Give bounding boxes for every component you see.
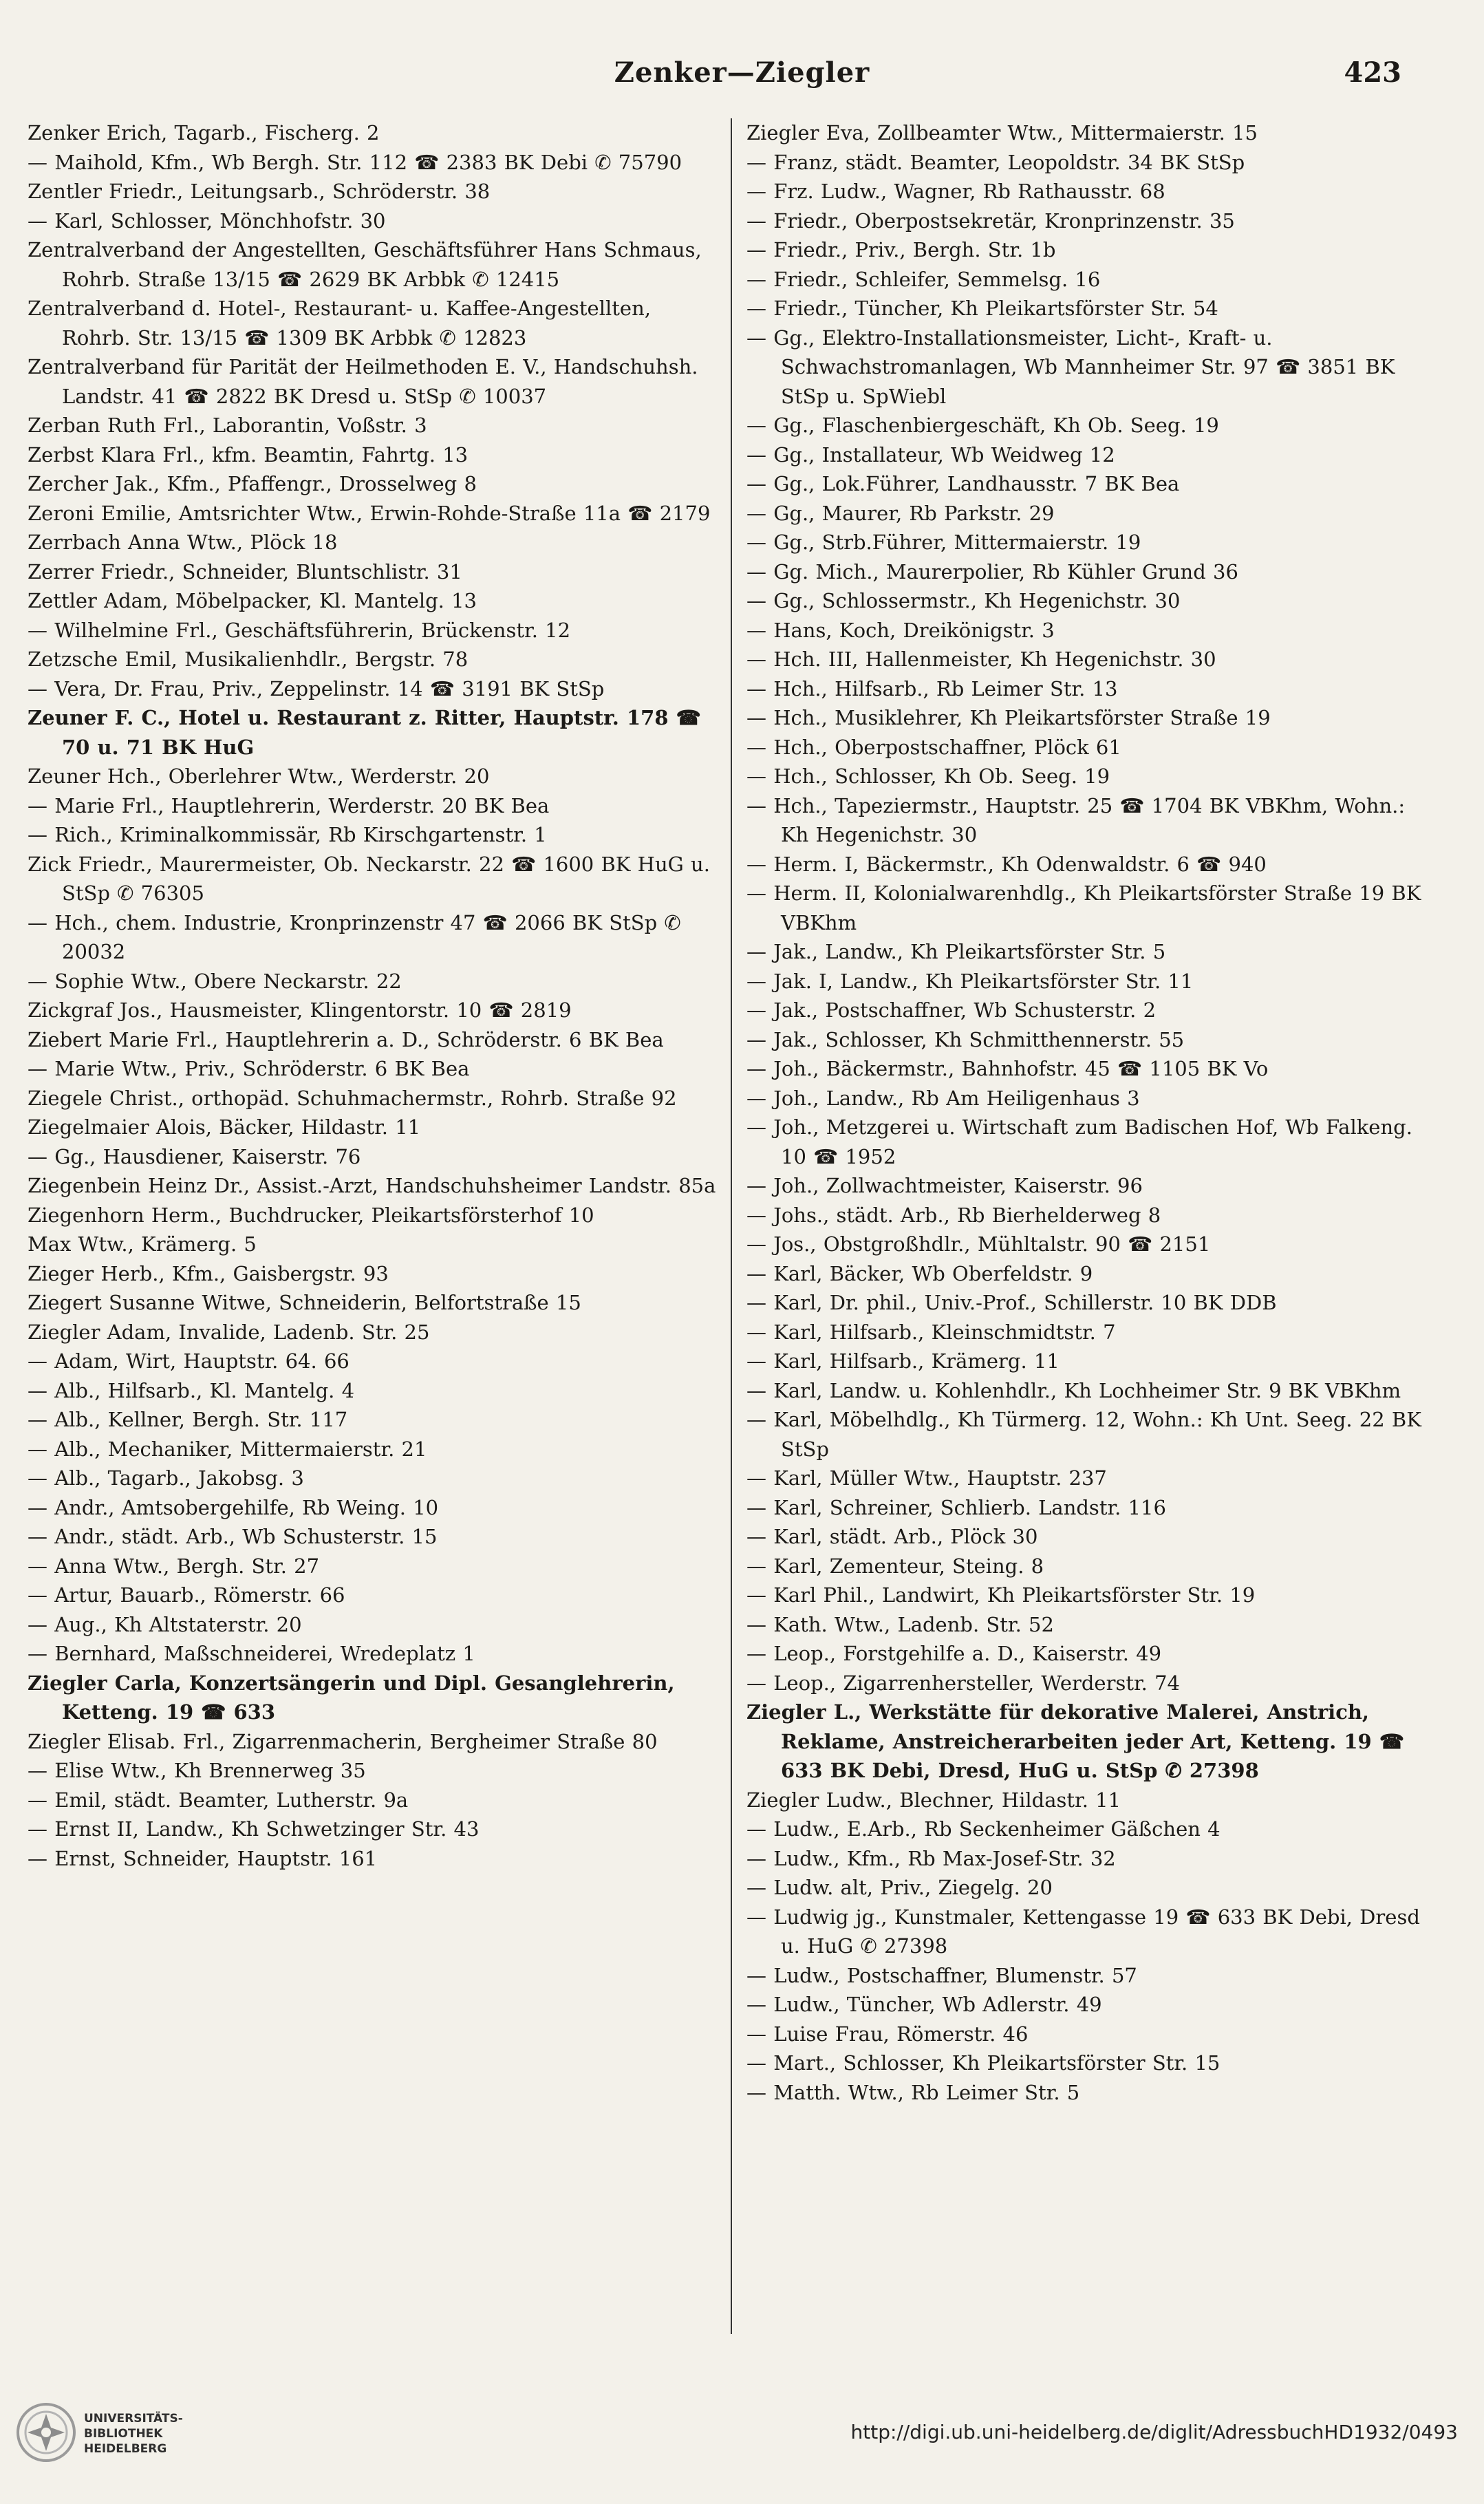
source-url-link[interactable]: http://digi.ub.uni-heidelberg.de/diglit/AdressbuchHD1932/0493 — [850, 2421, 1458, 2443]
directory-entry: Zenker Erich, Tagarb., Fischerg. 2 — [28, 121, 380, 145]
directory-entry: — Herm. II, Kolonialwarenhdlg., Kh Pleikartsförster Straße 19 BK VBKhm — [746, 881, 1421, 934]
directory-entry: — Karl, Möbelhdlg., Kh Türmerg. 12, Wohn.: Kh Unt. Seeg. 22 BK StSp — [746, 1408, 1421, 1461]
library-logo-icon — [15, 2401, 77, 2463]
directory-entry: — Sophie Wtw., Obere Neckarstr. 22 — [28, 969, 402, 993]
directory-entry: — Joh., Zollwachtmeister, Kaiserstr. 96 — [746, 1174, 1143, 1197]
directory-entry: Zeuner F. C., Hotel u. Restaurant z. Ritter, Hauptstr. 178 ☎ 70 u. 71 BK HuG — [28, 706, 701, 759]
directory-entry: — Ernst, Schneider, Hauptstr. 161 — [28, 1846, 378, 1870]
directory-entry: Ziegler L., Werkstätte für dekorative Malerei, Anstrich, Reklame, Anstreicherarbeiten jeder Art, Ketteng. 19 ☎ 633 BK Debi, Dresd, HuG u. StSp ✆ 27398 — [746, 1700, 1404, 1782]
directory-entry: — Andr., Amtsobergehilfe, Rb Weing. 10 — [28, 1495, 439, 1519]
page-number: 423 — [1344, 56, 1401, 89]
directory-entry: — Alb., Mechaniker, Mittermaierstr. 21 — [28, 1437, 427, 1461]
library-name-line-3: HEIDELBERG — [84, 2442, 167, 2456]
directory-entry: Zieger Herb., Kfm., Gaisbergstr. 93 — [28, 1261, 389, 1285]
directory-entry: — Rich., Kriminalkommissär, Rb Kirschgartenstr. 1 — [28, 823, 547, 846]
directory-entry: Zeuner Hch., Oberlehrer Wtw., Werderstr. 20 — [28, 764, 490, 788]
directory-entry: — Leop., Forstgehilfe a. D., Kaiserstr. 49 — [746, 1642, 1162, 1665]
directory-entry: Zettler Adam, Möbelpacker, Kl. Mantelg. 13 — [28, 589, 477, 612]
directory-entry: — Marie Wtw., Priv., Schröderstr. 6 BK Bea — [28, 1057, 470, 1080]
left-column — [28, 118, 719, 2334]
directory-entry: — Andr., städt. Arb., Wb Schusterstr. 15 — [28, 1525, 438, 1548]
directory-entry: — Friedr., Tüncher, Kh Pleikartsförster Str. 54 — [746, 297, 1218, 320]
directory-entry: — Joh., Landw., Rb Am Heiligenhaus 3 — [746, 1086, 1140, 1110]
directory-entry: — Hch., Tapeziermstr., Hauptstr. 25 ☎ 1704 BK VBKhm, Wohn.: Kh Hegenichstr. 30 — [746, 793, 1406, 846]
directory-entry: — Karl, Zementeur, Steing. 8 — [746, 1554, 1044, 1578]
directory-entry: — Ludw., Tüncher, Wb Adlerstr. 49 — [746, 1993, 1102, 2016]
directory-entry: — Friedr., Oberpostsekretär, Kronprinzenstr. 35 — [746, 208, 1235, 233]
directory-entry: Zetzsche Emil, Musikalienhdlr., Bergstr. 78 — [28, 648, 469, 671]
directory-entry: — Hch., Hilfsarb., Rb Leimer Str. 13 — [746, 676, 1118, 700]
directory-entry: — Jak., Postschaffner, Wb Schusterstr. 2 — [746, 998, 1157, 1022]
directory-entry: — Maihold, Kfm., Wb Bergh. Str. 112 ☎ 2383 BK Debi ✆ 75790 — [28, 150, 682, 174]
directory-entry: — Karl, Hilfsarb., Krämerg. 11 — [746, 1349, 1060, 1373]
directory-entry: — Artur, Bauarb., Römerstr. 66 — [28, 1583, 345, 1607]
directory-entry: — Adam, Wirt, Hauptstr. 64. 66 — [28, 1349, 350, 1373]
directory-entry: — Bernhard, Maßschneiderei, Wredeplatz 1 — [28, 1642, 475, 1665]
directory-entry: Zerrbach Anna Wtw., Plöck 18 — [28, 531, 338, 554]
directory-entry: — Luise Frau, Römerstr. 46 — [746, 2022, 1029, 2046]
directory-entry: Max Wtw., Krämerg. 5 — [28, 1232, 257, 1256]
directory-entry: — Alb., Hilfsarb., Kl. Mantelg. 4 — [28, 1378, 355, 1402]
directory-entry: — Gg., Installateur, Wb Weidweg 12 — [746, 442, 1115, 467]
directory-entry: Zentralverband der Angestellten, Geschäftsführer Hans Schmaus, Rohrb. Straße 13/15 ☎ 2629 BK Arbbk ✆ 12415 — [28, 238, 702, 291]
directory-entry: — Hans, Koch, Dreikönigstr. 3 — [746, 618, 1055, 642]
directory-entry: Ziegelmaier Alois, Bäcker, Hildastr. 11 — [28, 1115, 421, 1139]
directory-entry: — Karl, Schlosser, Mönchhofstr. 30 — [28, 208, 386, 233]
page-header — [0, 56, 1484, 111]
column-divider — [731, 118, 732, 2334]
directory-entry: — Alb., Kellner, Bergh. Str. 117 — [28, 1408, 348, 1431]
directory-entry: — Karl Phil., Landwirt, Kh Pleikartsförster Str. 19 — [746, 1583, 1256, 1607]
directory-entry: Zerban Ruth Frl., Laborantin, Voßstr. 3 — [28, 414, 427, 437]
directory-entry: — Emil, städt. Beamter, Lutherstr. 9a — [28, 1788, 409, 1812]
page-footer — [0, 2401, 1484, 2477]
directory-entry: — Friedr., Priv., Bergh. Str. 1b — [746, 238, 1056, 261]
directory-entry: — Matth. Wtw., Rb Leimer Str. 5 — [746, 2080, 1080, 2104]
directory-entry: — Leop., Zigarrenhersteller, Werderstr. 74 — [746, 1671, 1180, 1695]
directory-entry: — Karl, Müller Wtw., Hauptstr. 237 — [746, 1466, 1107, 1490]
directory-entry: — Ludwig jg., Kunstmaler, Kettengasse 19 ☎ 633 BK Debi, Dresd u. HuG ✆ 27398 — [746, 1905, 1420, 1958]
directory-entry: — Aug., Kh Altstaterstr. 20 — [28, 1612, 302, 1636]
directory-entry: Zerbst Klara Frl., kfm. Beamtin, Fahrtg. 13 — [28, 442, 469, 467]
directory-entry: — Jos., Obstgroßhdlr., Mühltalstr. 90 ☎ 2151 — [746, 1232, 1211, 1256]
directory-entry: Zeroni Emilie, Amtsrichter Wtw., Erwin-Rohde-Straße 11a ☎ 2179 — [28, 501, 711, 525]
directory-entry: Ziegler Ludw., Blechner, Hildastr. 11 — [746, 1788, 1121, 1812]
directory-entry: — Gg., Flaschenbiergeschäft, Kh Ob. Seeg. 19 — [746, 414, 1219, 437]
directory-entry: — Ludw. alt, Priv., Ziegelg. 20 — [746, 1876, 1053, 1899]
directory-entry: — Gg., Lok.Führer, Landhausstr. 7 BK Bea — [746, 472, 1180, 495]
directory-entry: — Gg. Mich., Maurerpolier, Rb Kühler Grund 36 — [746, 559, 1238, 584]
running-title: Zenker—Ziegler — [614, 56, 870, 89]
directory-entry: — Johs., städt. Arb., Rb Bierhelderweg 8 — [746, 1203, 1161, 1227]
library-name-line-1: UNIVERSITÄTS- — [84, 2412, 183, 2426]
directory-entry: Zickgraf Jos., Hausmeister, Klingentorstr. 10 ☎ 2819 — [28, 998, 572, 1022]
directory-entry: — Anna Wtw., Bergh. Str. 27 — [28, 1554, 320, 1578]
directory-entry: — Jak., Schlosser, Kh Schmitthennerstr. 55 — [746, 1027, 1185, 1051]
directory-entry: — Karl, Dr. phil., Univ.-Prof., Schillerstr. 10 BK DDB — [746, 1291, 1277, 1314]
directory-entry: — Jak. I, Landw., Kh Pleikartsförster Str. 11 — [746, 969, 1194, 993]
directory-entry: — Hch., chem. Industrie, Kronprinzenstr 47 ☎ 2066 BK StSp ✆ 20032 — [28, 910, 681, 963]
right-column — [746, 118, 1438, 2334]
directory-entry: Ziegler Eva, Zollbeamter Wtw., Mittermaierstr. 15 — [746, 121, 1258, 145]
directory-entry: — Wilhelmine Frl., Geschäftsführerin, Brückenstr. 12 — [28, 618, 571, 642]
directory-entry: — Joh., Metzgerei u. Wirtschaft zum Badischen Hof, Wb Falkeng. 10 ☎ 1952 — [746, 1115, 1412, 1168]
directory-entry: Ziebert Marie Frl., Hauptlehrerin a. D., Schröderstr. 6 BK Bea — [28, 1027, 664, 1051]
directory-entry: — Hch., Schlosser, Kh Ob. Seeg. 19 — [746, 764, 1110, 788]
directory-entry: — Ludw., Kfm., Rb Max-Josef-Str. 32 — [746, 1846, 1116, 1870]
directory-entry: — Gg., Hausdiener, Kaiserstr. 76 — [28, 1144, 361, 1168]
directory-entry: — Elise Wtw., Kh Brennerweg 35 — [28, 1759, 366, 1782]
directory-entry: Zercher Jak., Kfm., Pfaffengr., Drosselweg 8 — [28, 472, 477, 495]
directory-entry: — Marie Frl., Hauptlehrerin, Werderstr. 20 BK Bea — [28, 793, 550, 817]
directory-entry: Ziegenbein Heinz Dr., Assist.-Arzt, Handschuhsheimer Landstr. 85a — [28, 1174, 716, 1197]
directory-entry: Ziegenhorn Herm., Buchdrucker, Pleikartsförsterhof 10 — [28, 1203, 594, 1227]
directory-entry: — Hch., Oberpostschaffner, Plöck 61 — [746, 735, 1121, 759]
directory-entry: Ziegler Adam, Invalide, Ladenb. Str. 25 — [28, 1320, 430, 1344]
directory-entry: — Mart., Schlosser, Kh Pleikartsförster Str. 15 — [746, 2051, 1220, 2075]
directory-columns — [28, 118, 1438, 2334]
directory-entry: — Vera, Dr. Frau, Priv., Zeppelinstr. 14 ☎ 3191 BK StSp — [28, 676, 605, 700]
directory-entry: Ziegler Elisab. Frl., Zigarrenmacherin, Bergheimer Straße 80 — [28, 1729, 658, 1753]
library-name — [84, 2411, 183, 2457]
directory-entry: — Gg., Schlossermstr., Kh Hegenichstr. 30 — [746, 589, 1181, 612]
directory-entry: — Joh., Bäckermstr., Bahnhofstr. 45 ☎ 1105 BK Vo — [746, 1057, 1269, 1080]
directory-entry: — Ernst II, Landw., Kh Schwetzinger Str. 43 — [28, 1817, 480, 1841]
directory-entry: — Gg., Maurer, Rb Parkstr. 29 — [746, 501, 1055, 525]
directory-entry: — Franz, städt. Beamter, Leopoldstr. 34 BK StSp — [746, 150, 1245, 174]
directory-entry: — Friedr., Schleifer, Semmelsg. 16 — [746, 267, 1101, 291]
directory-entry: — Karl, städt. Arb., Plöck 30 — [746, 1525, 1038, 1548]
directory-entry: — Ludw., E.Arb., Rb Seckenheimer Gäßchen 4 — [746, 1817, 1220, 1841]
directory-entry: — Karl, Schreiner, Schlierb. Landstr. 116 — [746, 1495, 1166, 1519]
directory-entry: — Hch., Musiklehrer, Kh Pleikartsförster Straße 19 — [746, 706, 1271, 729]
directory-entry: — Gg., Strb.Führer, Mittermaierstr. 19 — [746, 531, 1141, 554]
directory-entry: Zerrer Friedr., Schneider, Bluntschlistr. 31 — [28, 559, 462, 584]
directory-entry: Ziegler Carla, Konzertsängerin und Dipl. Gesanglehrerin, Ketteng. 19 ☎ 633 — [28, 1671, 675, 1724]
directory-entry: — Ludw., Postschaffner, Blumenstr. 57 — [746, 1963, 1137, 1987]
directory-entry: — Hch. III, Hallenmeister, Kh Hegenichstr. 30 — [746, 648, 1216, 671]
directory-entry: — Kath. Wtw., Ladenb. Str. 52 — [746, 1612, 1054, 1636]
directory-entry: — Karl, Landw. u. Kohlenhdlr., Kh Lochheimer Str. 9 BK VBKhm — [746, 1378, 1401, 1402]
directory-entry: — Herm. I, Bäckermstr., Kh Odenwaldstr. 6 ☎ 940 — [746, 852, 1267, 876]
library-name-line-2: BIBLIOTHEK — [84, 2427, 163, 2441]
directory-entry: Zentler Friedr., Leitungsarb., Schröderstr. 38 — [28, 180, 491, 203]
directory-entry: — Alb., Tagarb., Jakobsg. 3 — [28, 1466, 304, 1490]
directory-entry: — Karl, Hilfsarb., Kleinschmidtstr. 7 — [746, 1320, 1116, 1344]
directory-entry: — Jak., Landw., Kh Pleikartsförster Str. 5 — [746, 940, 1166, 963]
directory-entry: — Karl, Bäcker, Wb Oberfeldstr. 9 — [746, 1261, 1093, 1285]
directory-entry: — Frz. Ludw., Wagner, Rb Rathausstr. 68 — [746, 180, 1165, 203]
directory-entry: Ziegele Christ., orthopäd. Schuhmachermstr., Rohrb. Straße 92 — [28, 1086, 677, 1110]
directory-entry: Zick Friedr., Maurermeister, Ob. Neckarstr. 22 ☎ 1600 BK HuG u. StSp ✆ 76305 — [28, 852, 710, 905]
directory-entry: Zentralverband für Parität der Heilmethoden E. V., Handschuhsh. Landstr. 41 ☎ 2822 BK Dresd u. StSp ✆ 10037 — [28, 355, 698, 408]
directory-entry: Ziegert Susanne Witwe, Schneiderin, Belfortstraße 15 — [28, 1291, 581, 1314]
directory-entry: — Gg., Elektro-Installationsmeister, Licht-, Kraft- u. Schwachstromanlagen, Wb Mannheimer Str. 97 ☎ 3851 BK StSp u. SpWiebl — [746, 325, 1395, 408]
directory-entry: Zentralverband d. Hotel-, Restaurant- u. Kaffee-Angestellten, Rohrb. Str. 13/15 ☎ 1309 BK Arbbk ✆ 12823 — [28, 297, 651, 350]
